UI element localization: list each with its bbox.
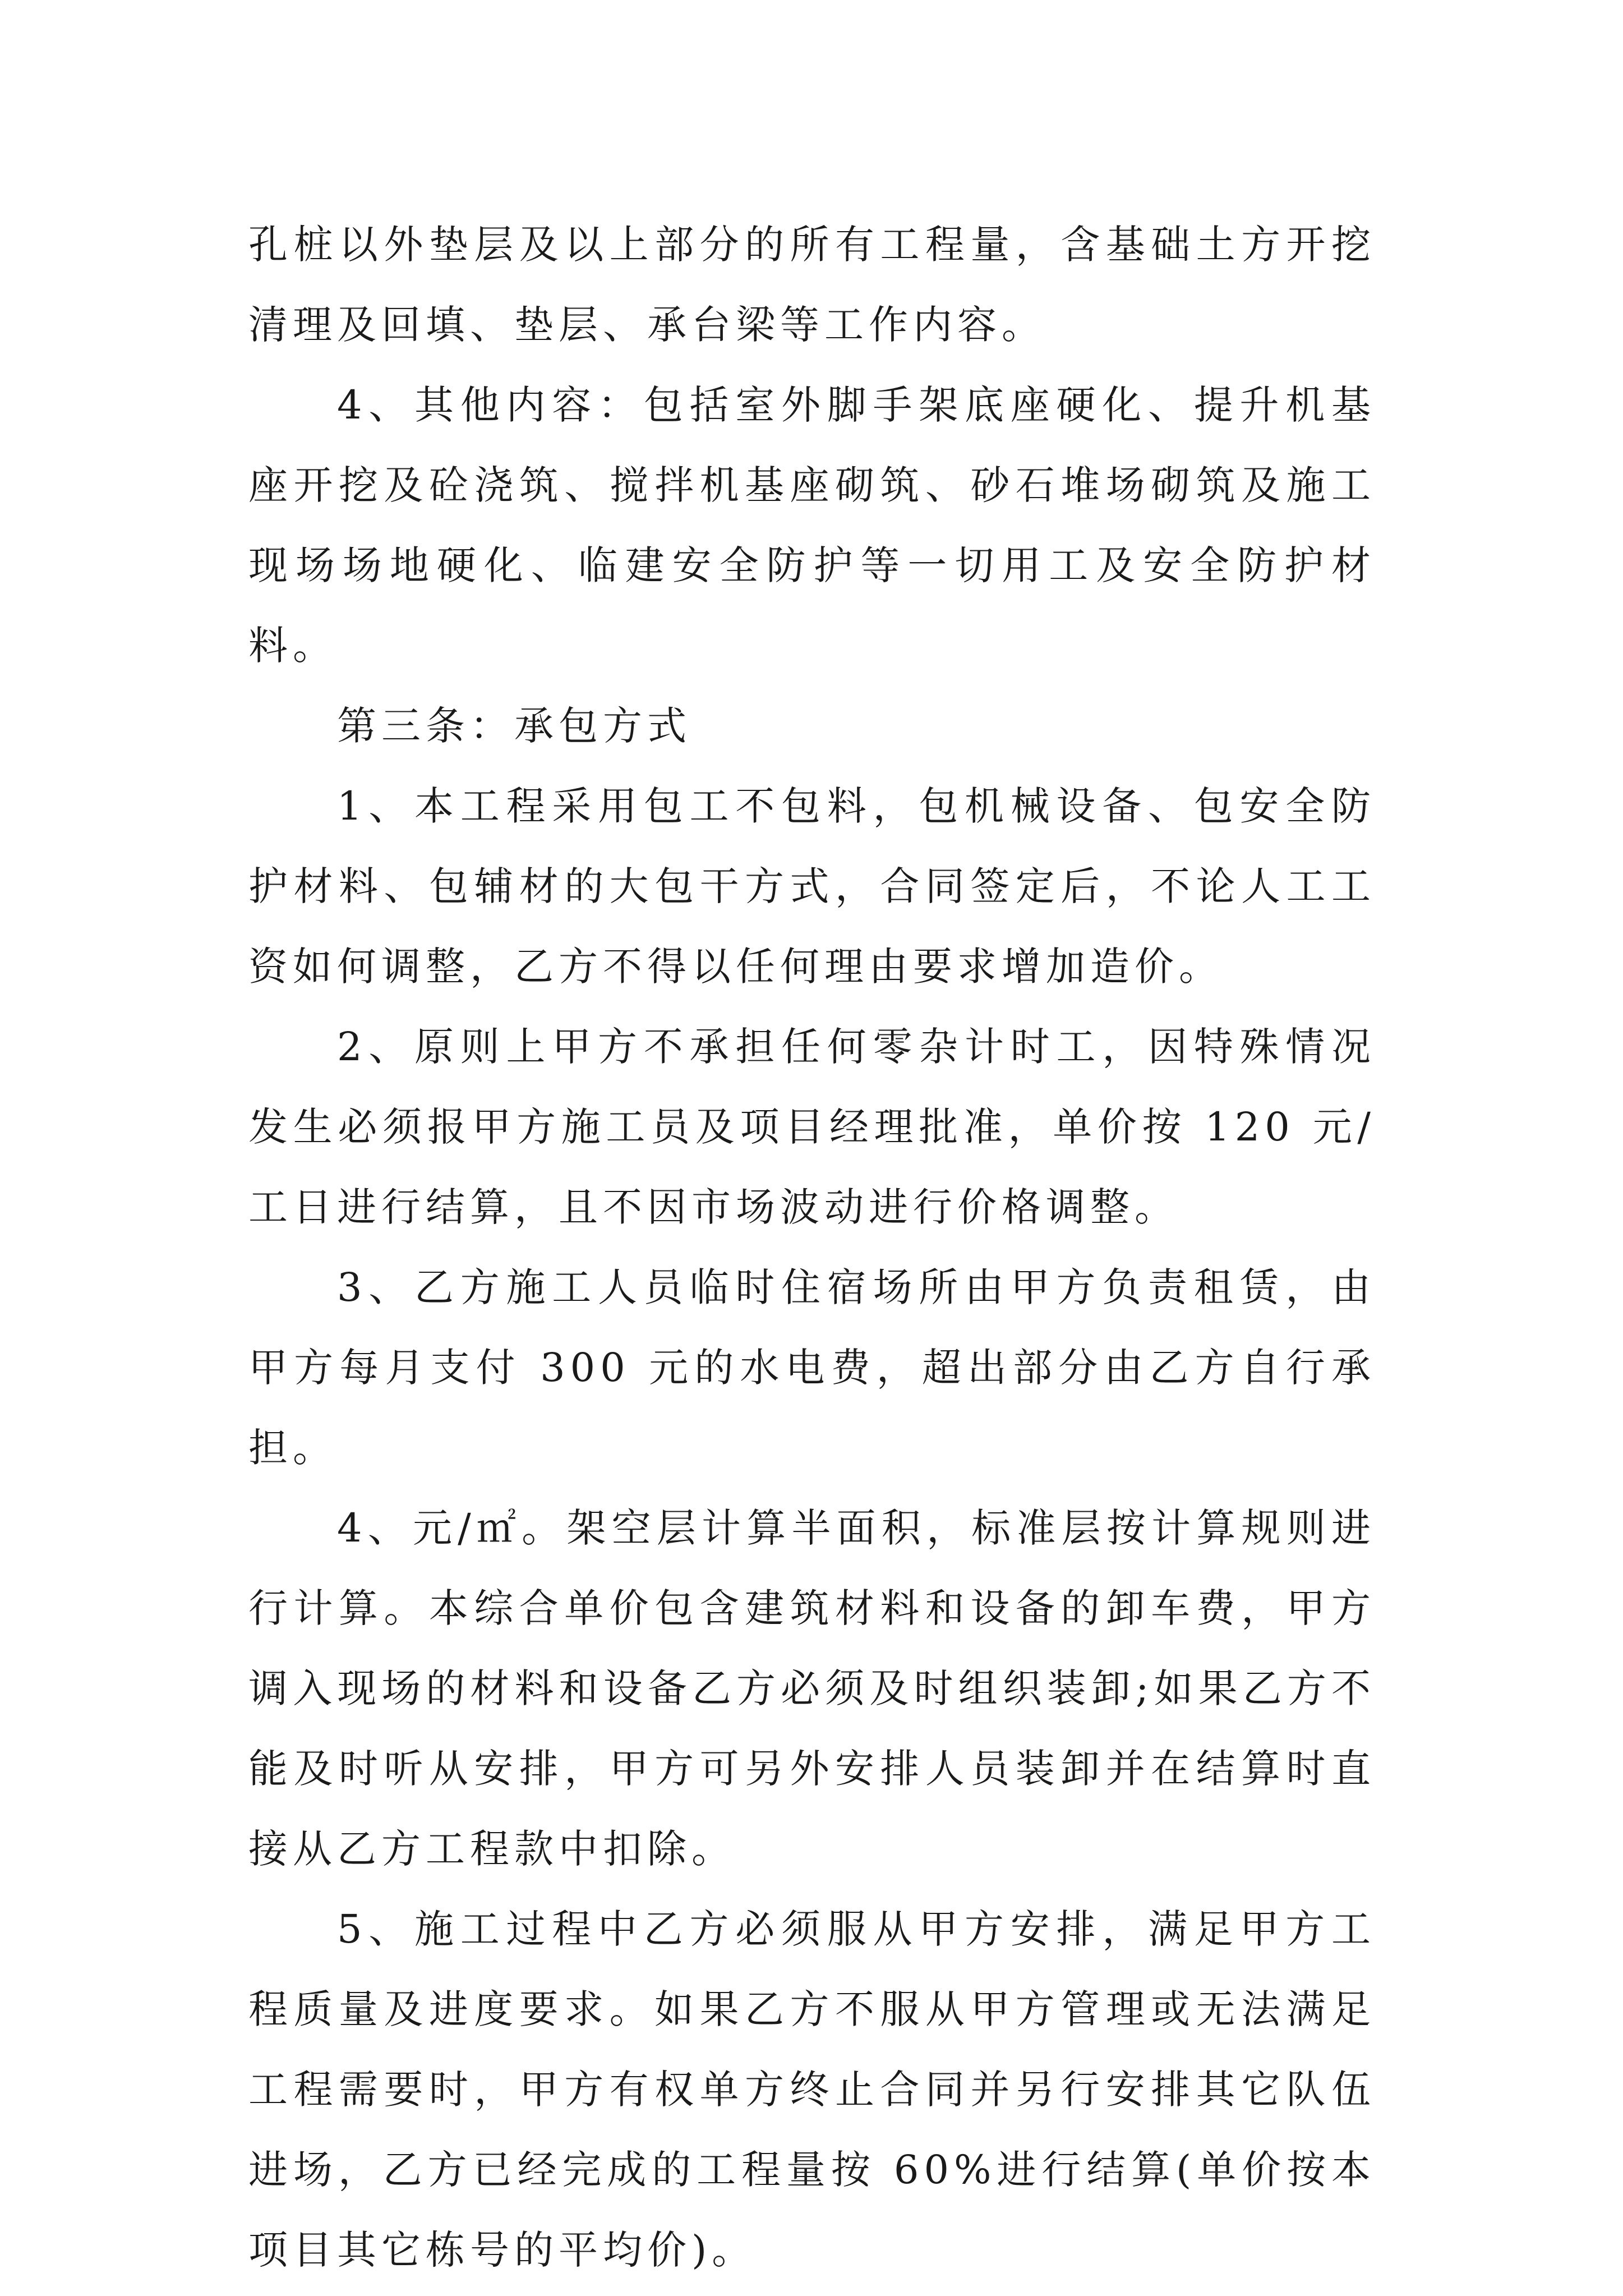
paragraph-clause-2: 2、原则上甲方不承担任何零杂计时工，因特殊情况发生必须报甲方施工员及项目经理批准，单价按 120 元/工日进行结算，且不因市场波动进行价格调整。 (248, 1024, 1376, 1230)
paragraph-clause-4: 4、元/㎡。架空层计算半面积，标准层按计算规则进行计算。本综合单价包含建筑材料和设备的卸车费，甲方调入现场的材料和设备乙方必须及时组织装卸;如果乙方不能及时听从安排，甲方可另外安排人员装卸并在结算时直接从乙方工程款中扣除。 (248, 1505, 1376, 1872)
section-heading-contract-method: 第三条：承包方式 (337, 703, 691, 749)
paragraph-continuation: 孔桩以外垫层及以上部分的所有工程量，含基础土方开挖清理及回填、垫层、承台梁等工作内容。 (248, 222, 1376, 348)
paragraph-other-content: 4、其他内容：包括室外脚手架底座硬化、提升机基座开挖及砼浇筑、搅拌机基座砌筑、砂石堆场砌筑及施工现场场地硬化、临建安全防护等一切用工及安全防护材料。 (248, 382, 1376, 669)
document-body (248, 205, 1376, 2290)
paragraph-clause-1: 1、本工程采用包工不包料，包机械设备、包安全防护材料、包辅材的大包干方式，合同签定后，不论人工工资如何调整，乙方不得以任何理由要求增加造价。 (248, 783, 1376, 990)
paragraph-clause-5: 5、施工过程中乙方必须服从甲方安排，满足甲方工程质量及进度要求。如果乙方不服从甲方管理或无法满足工程需要时，甲方有权单方终止合同并另行安排其它队伍进场，乙方已经完成的工程量按 60%进行结算(单价按本项目其它栋号的平均价)。 (248, 1906, 1376, 2273)
paragraph-clause-3: 3、乙方施工人员临时住宿场所由甲方负责租赁，由甲方每月支付 300 元的水电费，超出部分由乙方自行承担。 (248, 1264, 1376, 1471)
